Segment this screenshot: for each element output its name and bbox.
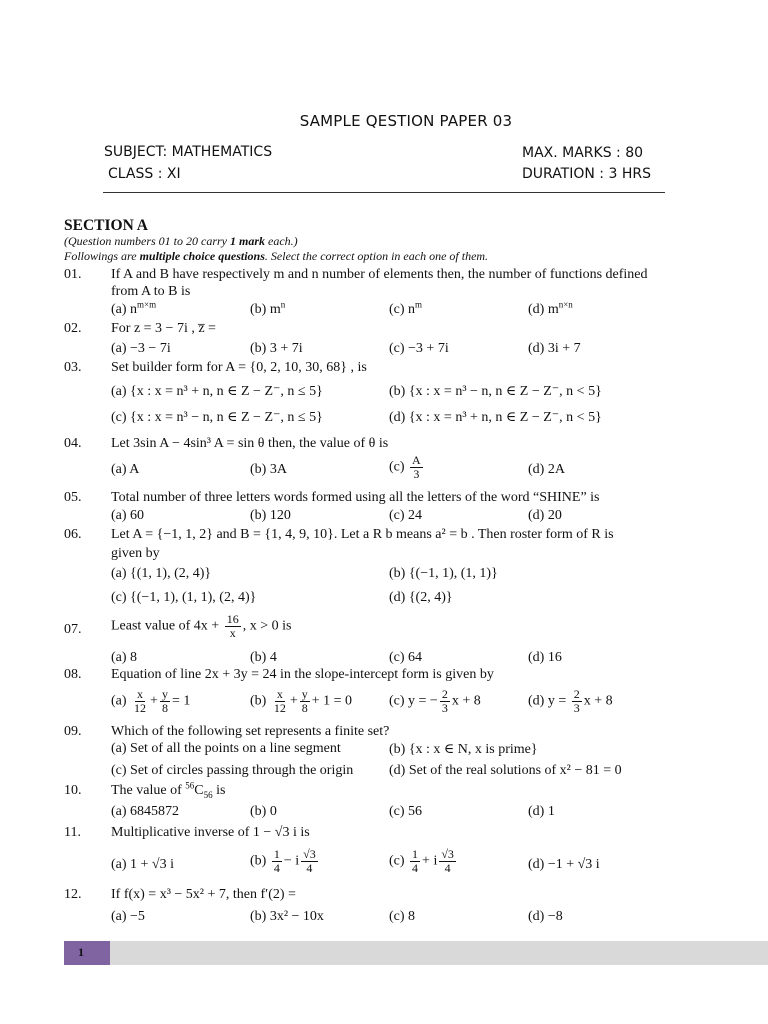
q02-option-a: (a) −3 − 7i xyxy=(111,341,171,356)
q12-text: If f(x) = x³ − 5x² + 7, then f′(2) = xyxy=(111,887,296,902)
q07-option-b: (b) 4 xyxy=(250,650,277,665)
q12-option-b: (b) 3x² − 10x xyxy=(250,909,324,924)
q10-option-c: (c) 56 xyxy=(389,804,423,819)
q05-number: 05. xyxy=(64,490,82,505)
q08-option-b: (b) $\frac{x}{12}$ + $\frac{y}{8}$ + 1 = 0 xyxy=(250,687,353,715)
q03-option-a: (a) {x : x = n³ + n, n ∈ Z − Z⁻, n ≤ 5} xyxy=(111,384,323,399)
q09-option-a: (a) Set of all the points on a line segment xyxy=(111,741,341,756)
q03-option-b: (b) {x : x = n³ − n, n ∈ Z − Z⁻, n < 5} xyxy=(389,384,602,399)
q04-option-d: (d) 2A xyxy=(528,462,565,477)
section-note-mcq: Followings are multiple choice questions. Select the correct option in each one of them. xyxy=(64,249,489,263)
duration-label: DURATION : 3 HRS xyxy=(522,166,651,182)
q08-number: 08. xyxy=(64,667,82,682)
q02-option-b: (b) 3 + 7i xyxy=(250,341,303,356)
q03-text: Set builder form for A = {0, 2, 10, 30, 68} , is xyxy=(111,360,367,375)
q08-option-a: (a) $\frac{x}{12}$ + $\frac{y}{8}$ = 1 xyxy=(111,687,191,715)
section-title: SECTION A xyxy=(64,217,148,234)
q01-option-c: (c) $n^m$ xyxy=(389,299,423,317)
q09-number: 09. xyxy=(64,724,82,739)
q10-option-d: (d) 1 xyxy=(528,804,555,819)
q01-text-cont: from A to B is xyxy=(111,284,191,299)
q12-option-c: (c) 8 xyxy=(389,909,416,924)
q07-text: Least value of 4x + $\frac{16}{x}$ , x > 0 is xyxy=(111,612,292,640)
q03-option-d: (d) {x : x = n³ + n, n ∈ Z − Z⁻, n < 5} xyxy=(389,410,602,425)
q02-option-c: (c) −3 + 7i xyxy=(389,341,449,356)
q12-option-d: (d) −8 xyxy=(528,909,563,924)
q12-number: 12. xyxy=(64,887,82,902)
q10-option-a: (a) 6845872 xyxy=(111,804,180,819)
q11-number: 11. xyxy=(64,825,81,840)
q01-option-b: (b) $m^n$ xyxy=(250,299,286,317)
q01-text: If A and B have respectively m and n number of elements then, the number of functions defined xyxy=(111,267,648,282)
subject-label: SUBJECT: MATHEMATICS xyxy=(104,144,273,160)
q01-option-d: (d) $m^{n\times n}$ xyxy=(528,299,573,317)
q08-option-c: (c) y = − $\frac{2}{3}$ x + 8 xyxy=(389,687,481,715)
max-marks-label: MAX. MARKS : 80 xyxy=(522,145,644,161)
page-number: 1 xyxy=(78,945,84,959)
q11-option-a: (a) 1 + √3 i xyxy=(111,857,175,872)
q06-option-a: (a) {(1, 1), (2, 4)} xyxy=(111,566,212,581)
q08-option-d: (d) y = $\frac{2}{3}$ x + 8 xyxy=(528,687,613,715)
class-label: CLASS : XI xyxy=(108,166,181,182)
q06-option-d: (d) {(2, 4)} xyxy=(389,590,453,605)
q03-option-c: (c) {x : x = n³ − n, n ∈ Z − Z⁻, n ≤ 5} xyxy=(111,410,323,425)
q09-option-d: (d) Set of the real solutions of x² − 81 = 0 xyxy=(389,763,622,778)
q05-option-d: (d) 20 xyxy=(528,508,562,523)
q11-option-b: (b) $\frac{1}{4}$ − i $\frac{√3}{4}$ xyxy=(250,847,316,875)
q06-option-c: (c) {(−1, 1), (1, 1), (2, 4)} xyxy=(111,590,257,605)
q05-text: Total number of three letters words formed using all the letters of the word “SHINE” is xyxy=(111,490,600,505)
q06-option-b: (b) {(−1, 1), (1, 1)} xyxy=(389,566,498,581)
q10-number: 10. xyxy=(64,783,82,798)
q06-text: Let A = {−1, 1, 2} and B = {1, 4, 9, 10}. Let a R b means a² = b . Then roster form of R is xyxy=(111,527,614,542)
q11-text: Multiplicative inverse of 1 − √3 i is xyxy=(111,825,310,840)
q05-option-a: (a) 60 xyxy=(111,508,145,523)
q04-option-a: (a) A xyxy=(111,462,140,477)
q03-number: 03. xyxy=(64,360,82,375)
q11-option-c: (c) $\frac{1}{4}$ + i $\frac{√3}{4}$ xyxy=(389,847,454,875)
q09-option-b: (b) {x : x ∈ N, x is prime} xyxy=(389,742,538,757)
q04-option-b: (b) 3A xyxy=(250,462,287,477)
footer-bar xyxy=(64,941,768,965)
header-divider xyxy=(103,192,665,193)
q05-option-c: (c) 24 xyxy=(389,508,423,523)
q06-text-cont: given by xyxy=(111,546,160,561)
q12-option-a: (a) −5 xyxy=(111,909,145,924)
q10-option-b: (b) 0 xyxy=(250,804,277,819)
q02-option-d: (d) 3i + 7 xyxy=(528,341,581,356)
q01-number: 01. xyxy=(64,267,82,282)
q02-text: For z = 3 − 7i , z̅ = xyxy=(111,321,216,336)
q05-option-b: (b) 120 xyxy=(250,508,291,523)
paper-title: SAMPLE QESTION PAPER 03 xyxy=(299,112,513,130)
q06-number: 06. xyxy=(64,527,82,542)
q01-option-a: (a) $n^{m\times m}$ xyxy=(111,299,157,317)
q11-option-d: (d) −1 + √3 i xyxy=(528,857,600,872)
q10-text: The value of $^{56}C_{56}$ is xyxy=(111,780,226,800)
q08-text: Equation of line 2x + 3y = 24 in the slope-intercept form is given by xyxy=(111,667,494,682)
q04-number: 04. xyxy=(64,436,82,451)
q07-option-d: (d) 16 xyxy=(528,650,562,665)
q07-option-c: (c) 64 xyxy=(389,650,423,665)
q09-option-c: (c) Set of circles passing through the origin xyxy=(111,763,354,778)
q07-number: 07. xyxy=(64,622,82,637)
q04-text: Let 3sin A − 4sin³ A = sin θ then, the value of θ is xyxy=(111,436,389,451)
q09-text: Which of the following set represents a finite set? xyxy=(111,724,390,739)
q04-option-c: (c) $\frac{A}{3}$ xyxy=(389,453,421,481)
section-note-marks: (Question numbers 01 to 20 carry 1 mark each.) xyxy=(64,234,298,248)
q07-option-a: (a) 8 xyxy=(111,650,138,665)
q02-number: 02. xyxy=(64,321,82,336)
